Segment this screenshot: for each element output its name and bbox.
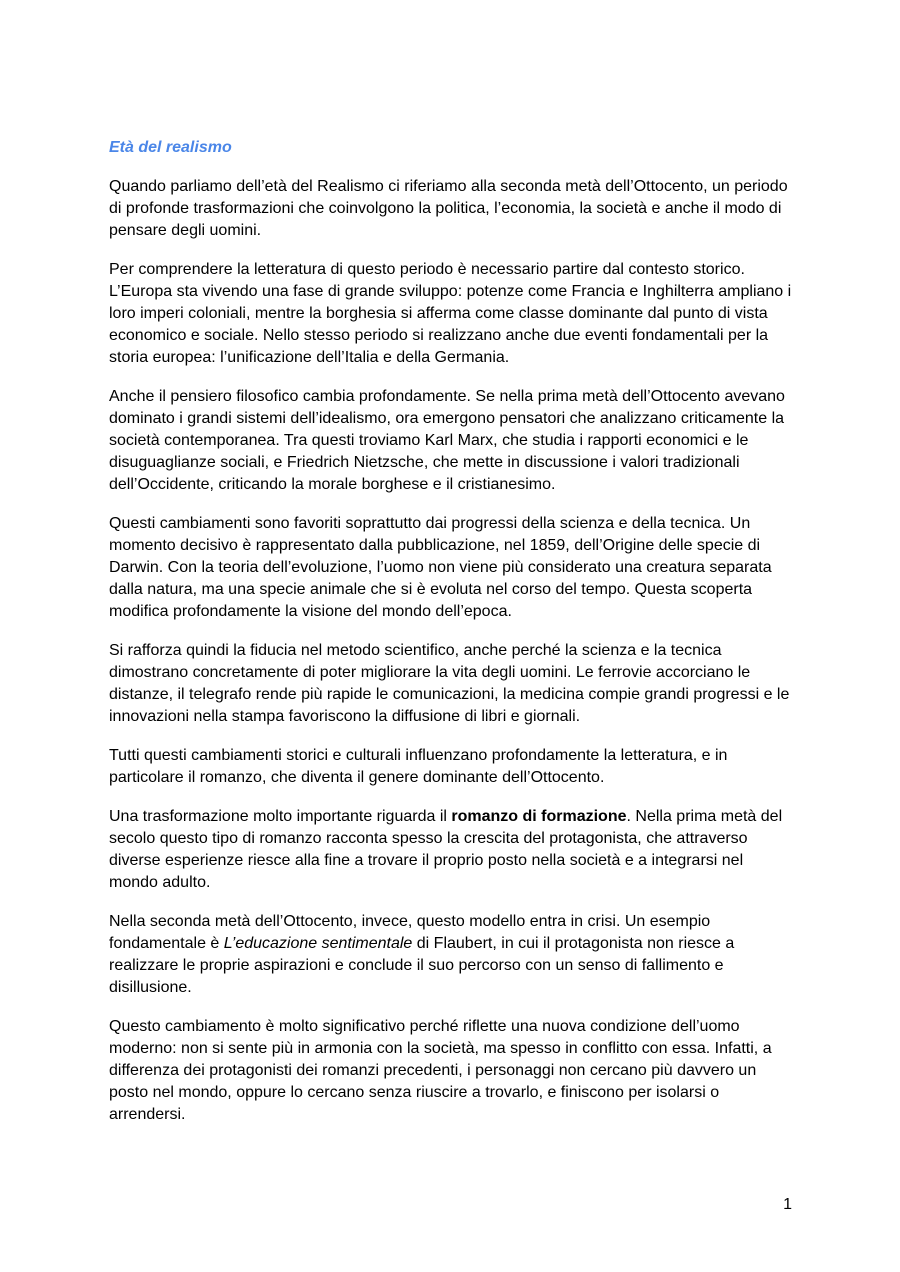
document-page (109, 137, 794, 1143)
paragraph-6: Tutti questi cambiamenti storici e culturali influenzano profondamente la letteratura, e in particolare il romanzo, che diventa il genere dominante dell’Ottocento. (109, 747, 728, 786)
paragraph-7-text-before: Una trasformazione molto importante riguarda il (109, 808, 452, 825)
page-number: 1 (783, 1196, 792, 1213)
paragraph-4: Questi cambiamenti sono favoriti soprattutto dai progressi della scienza e della tecnica. Un momento decisivo è rappresentato dalla pubblicazione, nel 1859, dell’Origine delle specie di Darwin. Con la teoria dell’evoluzione, l’uomo non viene più considerato una creatura separata dalla natura, ma una specie animale che si è evoluta nel corso del tempo. Questa scoperta modifica profondamente la visione del mondo dell’epoca. (109, 515, 772, 620)
paragraph-8-text-after: di Flaubert, in cui il protagonista non riesce a realizzare le proprie aspirazioni e conclude il suo percorso con un senso di fallimento e disillusione. (109, 935, 735, 996)
document-title: Età del realismo (109, 139, 232, 156)
paragraph-8 (109, 911, 794, 999)
paragraph-3: Anche il pensiero filosofico cambia profondamente. Se nella prima metà dell’Ottocento avevano dominato i grandi sistemi dell’idealismo, ora emergono pensatori che analizzano criticamente la società contemporanea. Tra questi troviamo Karl Marx, che studia i rapporti economici e le disuguaglianze sociali, e Friedrich Nietzsche, che mette in discussione i valori tradizionali dell’Occidente, criticando la morale borghese e il cristianesimo. (109, 388, 785, 493)
paragraph-7-text-after: . Nella prima metà del secolo questo tipo di romanzo racconta spesso la crescita del protagonista, che attraverso diverse esperienze riesce alla fine a trovare il proprio posto nella società e a integrarsi nel mondo adulto. (109, 808, 783, 891)
paragraph-8-text-before: Nella seconda metà dell’Ottocento, invece, questo modello entra in crisi. Un esempio fondamentale è (109, 913, 711, 952)
paragraph-7 (109, 806, 794, 894)
book-title-educazione-sentimentale: L’educazione sentimentale (223, 935, 413, 952)
paragraph-1: Quando parliamo dell’età del Realismo ci riferiamo alla seconda metà dell’Ottocento, un periodo di profonde trasformazioni che coinvolgono la politica, l’economia, la società e anche il modo di pensare degli uomini. (109, 178, 788, 239)
paragraph-5: Si rafforza quindi la fiducia nel metodo scientifico, anche perché la scienza e la tecnica dimostrano concretamente di poter migliorare la vita degli uomini. Le ferrovie accorciano le distanze, il telegrafo rende più rapide le comunicazioni, la medicina compie grandi progressi e le innovazioni nella stampa favoriscono la diffusione di libri e giornali. (109, 642, 790, 725)
paragraph-2: Per comprendere la letteratura di questo periodo è necessario partire dal contesto storico. L’Europa sta vivendo una fase di grande sviluppo: potenze come Francia e Inghilterra ampliano i loro imperi coloniali, mentre la borghesia si afferma come classe dominante dal punto di vista economico e sociale. Nello stesso periodo si realizzano anche due eventi fondamentali per la storia europea: l’unificazione dell’Italia e della Germania. (109, 261, 792, 366)
bold-term-romanzo-di-formazione: romanzo di formazione (451, 808, 627, 825)
paragraph-9: Questo cambiamento è molto significativo perché riflette una nuova condizione dell’uomo moderno: non si sente più in armonia con la società, ma spesso in conflitto con essa. Infatti, a differenza dei protagonisti dei romanzi precedenti, i personaggi non cercano più davvero un posto nel mondo, oppure lo cercano senza riuscire a trovarlo, e finiscono per isolarsi o arrendersi. (109, 1018, 772, 1123)
